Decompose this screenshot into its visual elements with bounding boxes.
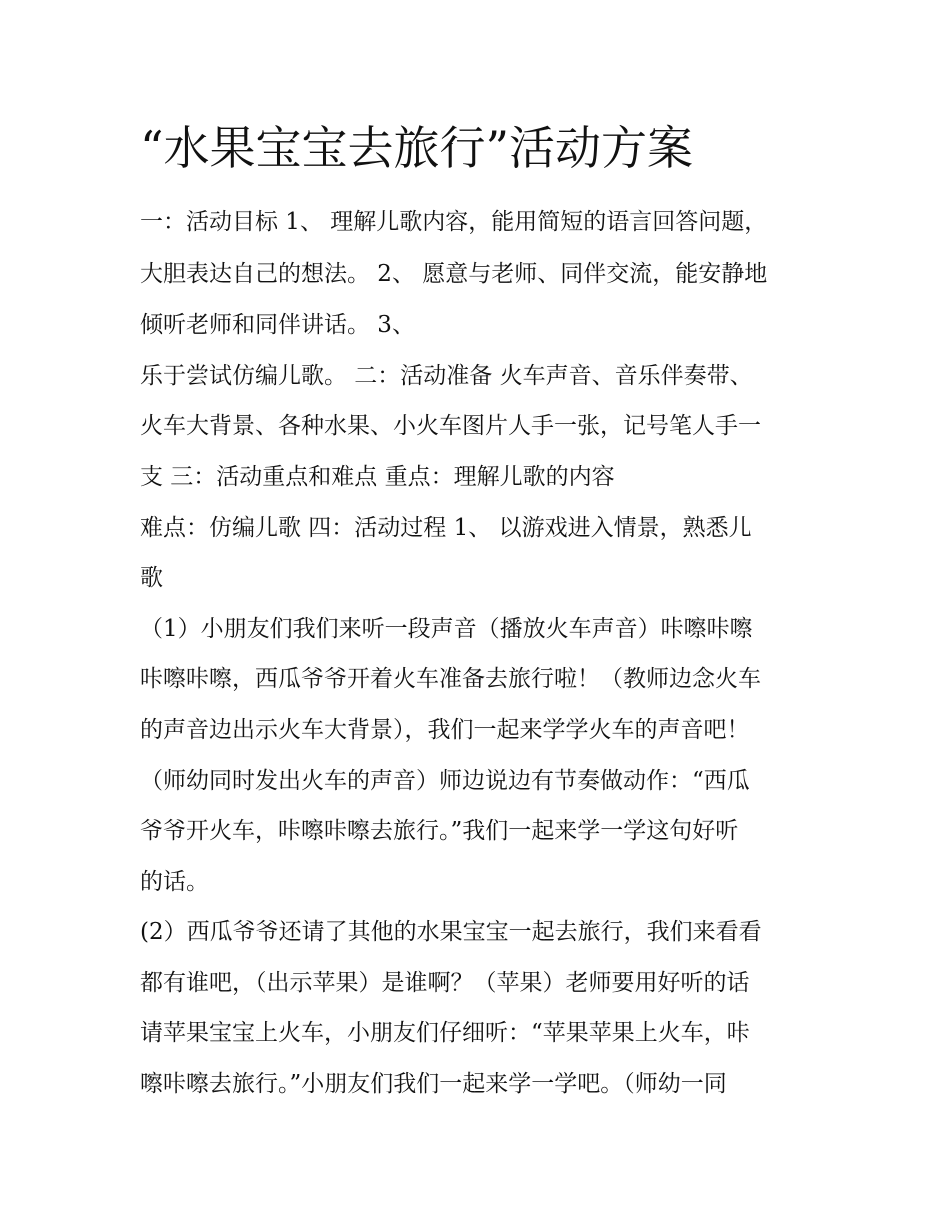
paragraph-line: 难点：仿编儿歌 四：活动过程 1、 以游戏进入情景，熟悉儿 xyxy=(140,515,752,541)
paragraph-line: 一：活动目标 1、 理解儿歌内容，能用简短的语言回答问题， xyxy=(140,209,768,235)
paragraph-line: 支 三：活动重点和难点 重点：理解儿歌的内容 xyxy=(140,464,615,490)
paragraph-line: 的声音边出示火车大背景），我们一起来学学火车的声音吧！ xyxy=(140,717,750,743)
paragraph-line: 请苹果宝宝上火车，小朋友们仔细听：“苹果苹果上火车，咔 xyxy=(140,1020,750,1046)
paragraph-line: （1）小朋友们我们来听一段声音（播放火车声音）咔嚓咔嚓 xyxy=(140,616,753,642)
paragraph-line: 都有谁吧，（出示苹果）是谁啊？（苹果）老师要用好听的话 xyxy=(140,970,750,996)
paragraph-line: 的话。 xyxy=(140,869,209,895)
paragraph-line: 火车大背景、各种水果、小火车图片人手一张，记号笔人手一 xyxy=(140,413,761,439)
document-title: “水果宝宝去旅行”活动方案 xyxy=(140,121,694,175)
paragraph-line: 嚓咔嚓去旅行。”小朋友们我们一起来学一学吧。（师幼一同 xyxy=(140,1071,727,1097)
paragraph-line: 乐于尝试仿编儿歌。 二：活动准备 火车声音、音乐伴奏带、 xyxy=(140,363,753,389)
paragraph-line: 大胆表达自己的想法。 2、 愿意与老师、同伴交流，能安静地 xyxy=(140,261,768,287)
paragraph-line: 爷爷开火车，咔嚓咔嚓去旅行。”我们一起来学一学这句好听 xyxy=(140,818,739,844)
paragraph-line: (2）西瓜爷爷还请了其他的水果宝宝一起去旅行，我们来看看 xyxy=(140,919,762,945)
paragraph-line: 倾听老师和同伴讲话。 3、 xyxy=(140,312,415,338)
paragraph-line: （师幼同时发出火车的声音）师边说边有节奏做动作：“西瓜 xyxy=(140,768,750,794)
paragraph-line: 咔嚓咔嚓，西瓜爷爷开着火车准备去旅行啦！（教师边念火车 xyxy=(140,666,761,692)
paragraph-line: 歌 xyxy=(140,565,163,591)
